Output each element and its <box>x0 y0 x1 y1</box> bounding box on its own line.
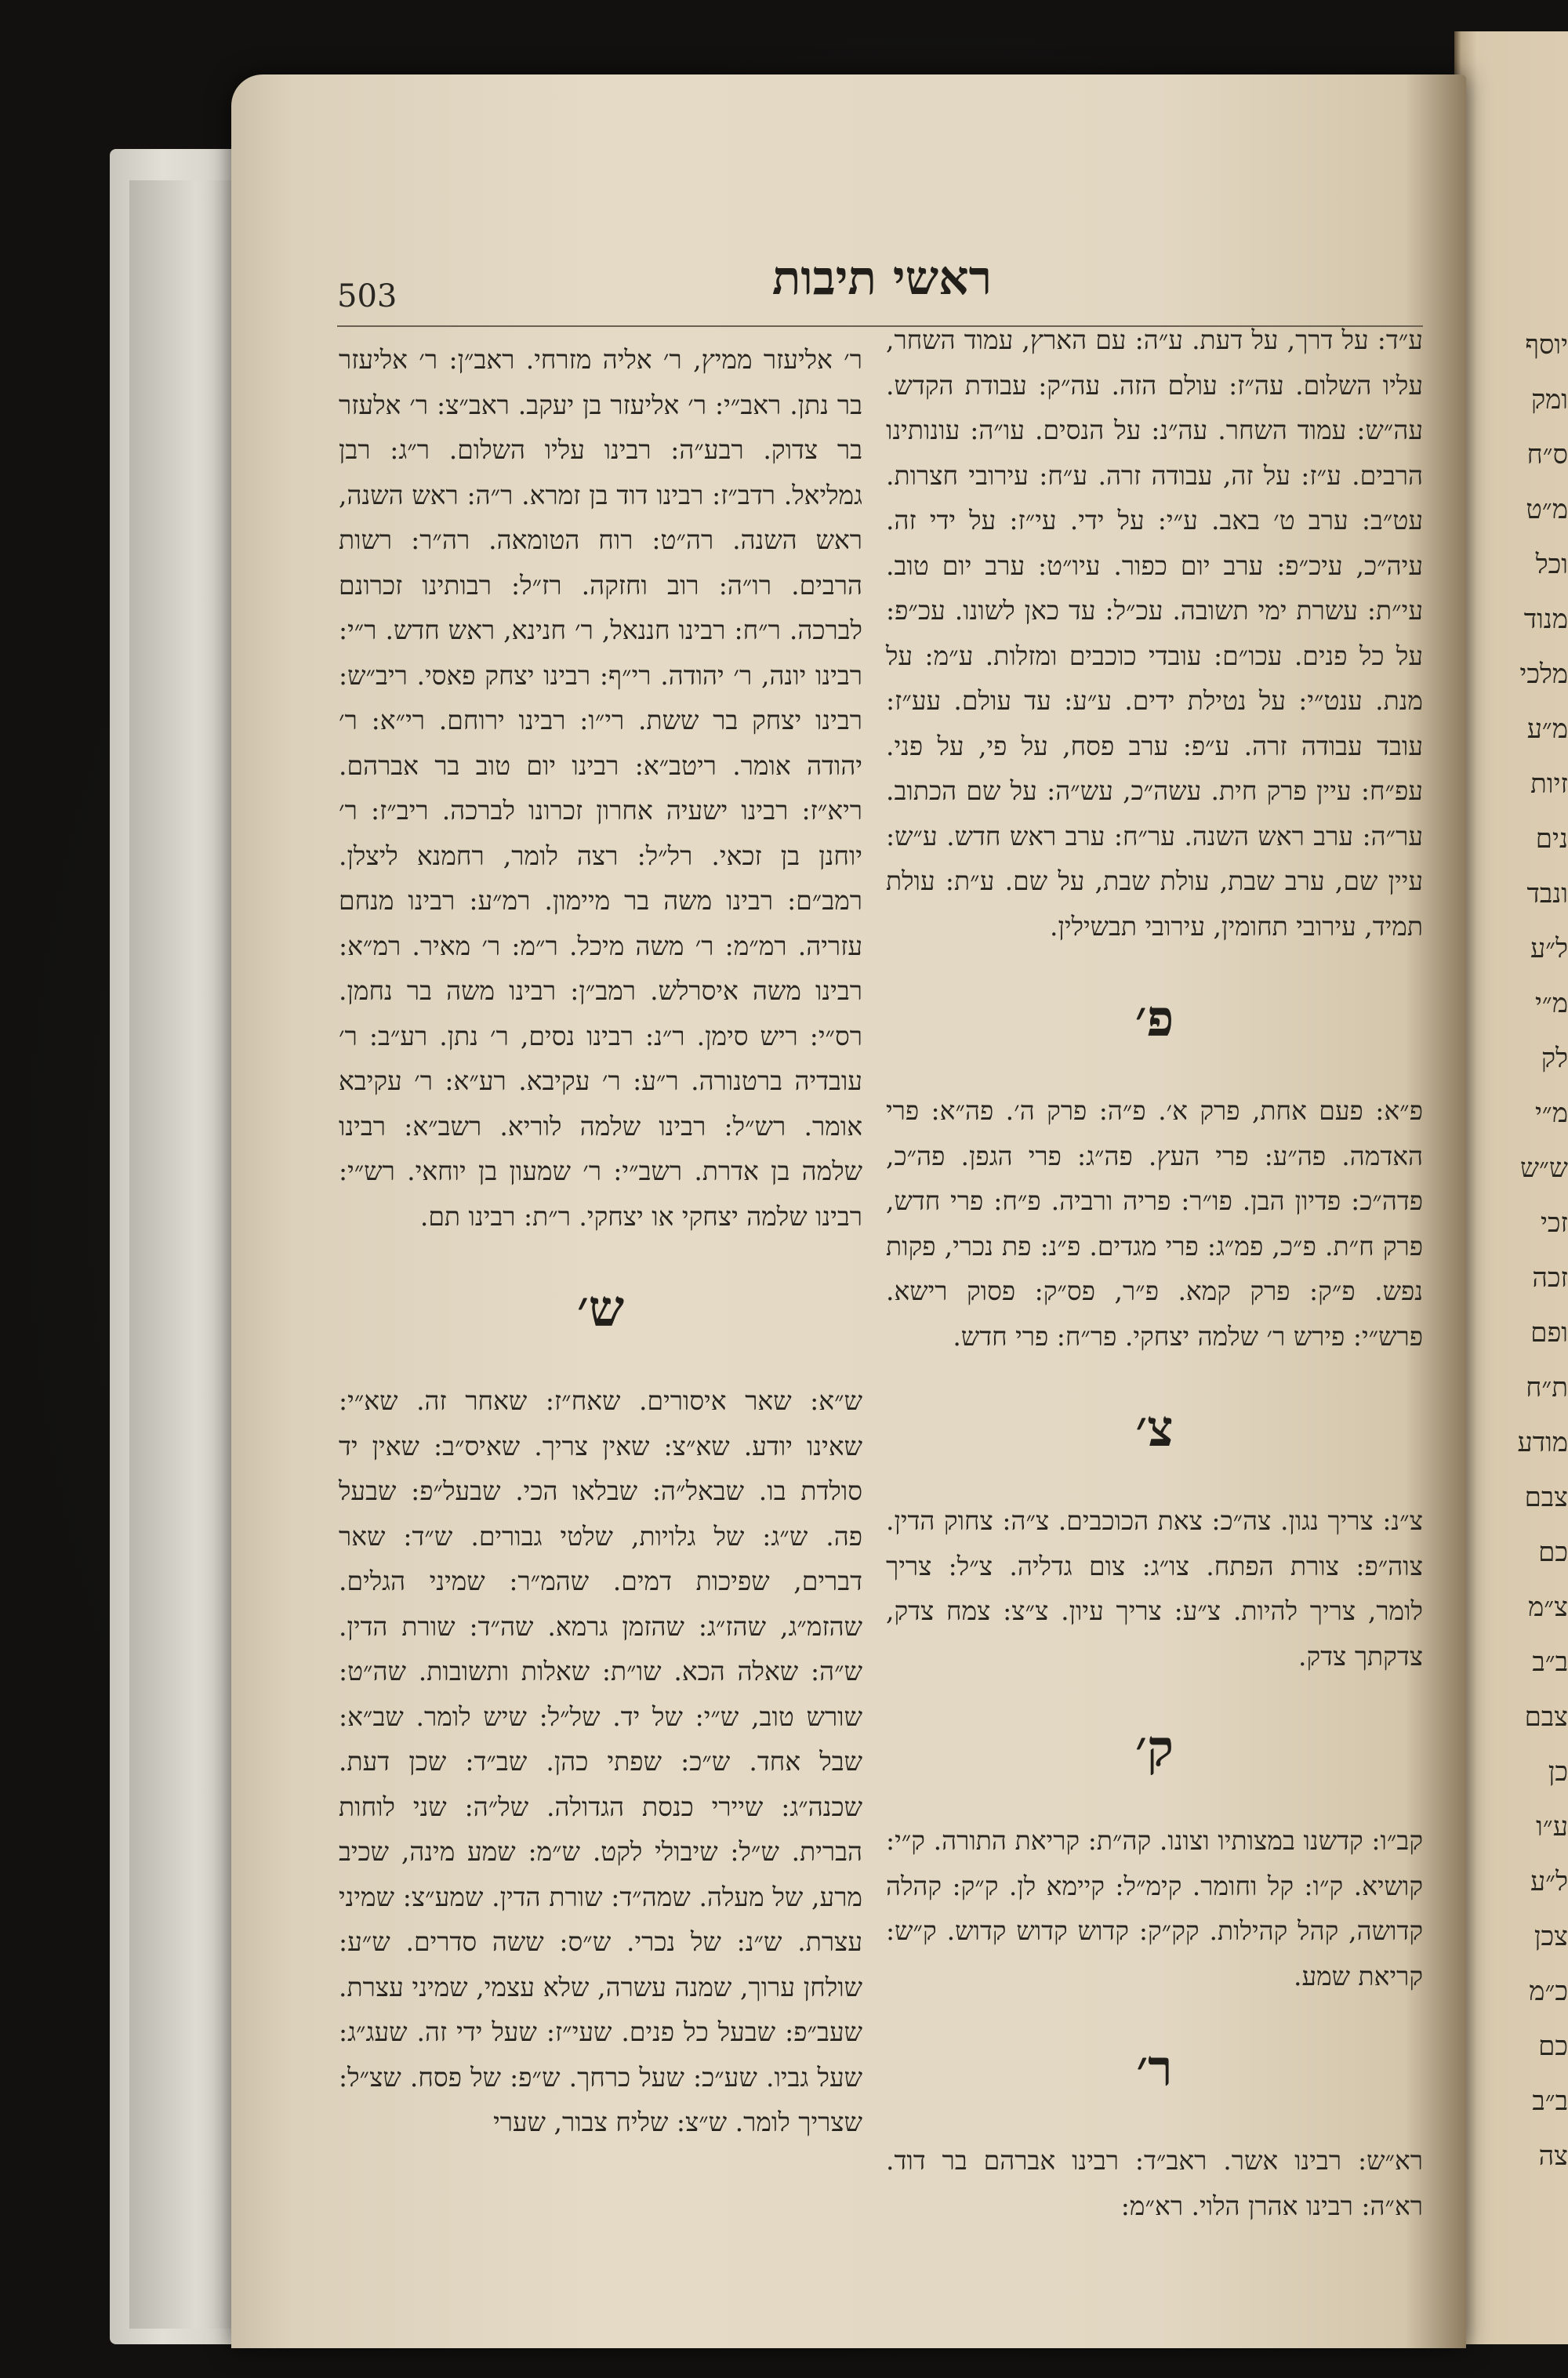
facing-page-fragment: כם <box>1538 2031 1568 2062</box>
facing-page-fragment: מ״י <box>1535 1098 1568 1129</box>
right-entries-tsadi: צ״נ: צריך נגון. צה״כ: צאת הכוכבים. צ״ה: צחוק הדין. צוה״פ: צורת הפתח. צו״ג: צום גדליה. צ״ל: צריך לומר, צריך להיות. צ״ע: צריך עיון. צ״צ: צמח צדק, צדקתך צדק. <box>886 1505 1423 1672</box>
left-entries-shin: ש״א: שאר איסורים. שאח״ז: שאחר זה. שא״י: שאינו יודע. שא״צ: שאין צריך. שאיס״ב: שאין יד סולדת בו. שבאל״ה: שבלאו הכי. שבעל״פ: שבעל פה. ש״ג: של גלויות, שלטי גבורים. ש״ד: שאר דברים, שפיכות דמים. שהמ״ר: שמיני הגלים. שהזמ״ג, שהז״ג: שהזמן גרמא. שה״ד: שורת הדין. ש״ה: שאלה הכא. שו״ת: שאלות ותשובות. שה״ט: שורש טוב, ש״י: של יד. של״ל: שיש לומר. שב״א: שבל אחד. ש״כ: שפתי כהן. שב״ד: שכן דעת. שכנה״ג: שיירי כנסת הגדולה. של״ה: שני לוחות הברית. ש״ל: שיבולי לקט. ש״מ: שמע מינה, שכיב מרע, של מעלה. שמה״ד: שורת הדין. שמע״צ: שמיני עצרת. ש״נ: של נכרי. ש״ס: ששה סדרים. ש״ע: שולחן ערוך, שמנה עשרה, שלא עצמי, שמיני עצרת. שעב״פ: שבעל כל פנים. שעי״ז: שעל ידי זה. שעג״ג: שעל גביו. שע״כ: שעל כרחך. ש״פ: של פסח. שצ״ל: שצריך לומר. ש״צ: שליח צבור, שערי <box>339 1385 862 2137</box>
facing-page-fragment: ב״ב <box>1532 1646 1568 1678</box>
facing-page-fragment: ת״ח <box>1526 1372 1568 1403</box>
page-number: 503 <box>337 278 397 314</box>
facing-page-fragment: כם <box>1538 1537 1568 1568</box>
facing-page-fragment: ונבד <box>1526 878 1568 909</box>
section-letter-tsadi: צ׳ <box>1135 1400 1174 1458</box>
facing-page-fragment: ל״ע <box>1530 933 1568 964</box>
facing-page-fragment: וכל <box>1535 549 1568 580</box>
facing-page-fragment: זיות <box>1530 768 1568 800</box>
facing-page-fragment: מנוד <box>1523 604 1568 635</box>
facing-page-fragment: כ״מ <box>1529 1976 1568 2007</box>
right-entries-pe: פ״א: פעם אחת, פרק א׳. פ״ה: פרק ה׳. פה״א: פרי האדמה. פה״ע: פרי העץ. פה״ג: פרי הגפן. פה״כ, פדה״כ: פדיון הבן. פו״ר: פריה ורביה. פ״ח: פרי חדש, פרק ח״ת. פ״כ, פמ״ג: פרי מגדים. פ״נ: פת נכרי, פקות נפש. פ״ק: פרק קמא. פ״ר, פס״ק: פסוק רישא. פרש״י: פירש ר׳ שלמה יצחקי. פר״ח: פרי חדש. <box>886 1095 1423 1352</box>
facing-page-fragment: מ״ט <box>1526 494 1568 525</box>
facing-page-fragment: ס״ח <box>1526 439 1568 470</box>
right-entries-ayin: ע״ד: על דרך, על דעת. ע״ה: עם הארץ, עמוד השחר, עליו השלום. עה״ז: עולם הזה. עה״ק: עבודת הקדש. עה״ש: עמוד השחר. עה״נ: על הנסים. עו״ה: עונותינו הרבים. ע״ז: על זה, עבודה זרה. ע״ח: עירובי חצרות. עט״ב: ערב ט׳ באב. ע״י: על ידי. עי״ז: על ידי זה. עיה״כ, עיכ״פ: ערב יום כפור. עיו״ט: ערב יום טוב. עי״ת: עשרת ימי תשובה. עכ״ל: עד כאן לשונו. עכ״פ: על כל פנים. עכו״ם: עובדי כוכבים ומזלות. ע״מ: על מנת. ענט״י: על נטילת ידים. ע״ע: עד עולם. עע״ז: עובד עבודה זרה. ע״פ: ערב פסח, על פי, על פני. עפ״ח: עיין פרק חית. עשה״כ, עש״ה: על שם הכתוב. ער״ה: ערב ראש השנה. ער״ח: ערב ראש חדש. ע״ש: עיין שם, ערב שבת, עולת שבת, על שם. ע״ת: עולת תמיד, עירובי תחומין, עירובי תבשילין. <box>886 325 1423 942</box>
facing-page-fragment: זכי <box>1540 1207 1568 1239</box>
right-column <box>886 318 1423 2228</box>
left-entries-resh: ר׳ אליעזר ממיץ, ר׳ אליה מזרחי. ראב״ן: ר׳ אליעזר בר נתן. ראב״י: ר׳ אליעזר בן יעקב. ראב״צ: ר׳ אלעזר בר צדוק. רבע״ה: רבינו עליו השלום. ר״ג: רבן גמליאל. רדב״ז: רבינו דוד בן זמרא. ר״ה: ראש השנה, ראש השנה. רה״ט: רוח הטומאה. רה״ר: רשות הרבים. רו״ה: רוב וחזקה. רז״ל: רבותינו זכרונם לברכה. ר״ח: רבינו חננאל, ר׳ חנינא, ראש חדש. ר״י: רבינו יונה, ר׳ יהודה. רי״ף: רבינו יצחק פאסי. ריב״ש: רבינו יצחק בר ששת. רי״ו: רבינו ירוחם. רי״א: ר׳ יהודה אומר. ריטב״א: רבינו יום טוב בר אברהם. ריא״ז: רבינו ישעיה אחרון זכרונו לברכה. ריב״ז: ר׳ יוחנן בן זכאי. רל״ל: רצה לומר, רחמנא ליצלן. רמב״ם: רבינו משה בר מיימון. רמ״ע: רבינו מנחם עזריה. רמ״מ: ר׳ משה מיכל. ר״מ: ר׳ מאיר. רמ״א: רבינו משה איסרלש. רמב״ן: רבינו משה בר נחמן. רס״י: ריש סימן. ר״נ: רבינו נסים, ר׳ נתן. רע״ב: ר׳ עובדיה ברטנורה. ר״ע: ר׳ עקיבא. רע״א: ר׳ עקיבא אומר. רש״ל: רבינו שלמה לוריא. רשב״א: רבינו שלמה בן אדרת. רשב״י: ר׳ שמעון בן יוחאי. רש״י: רבינו שלמה יצחקי או יצחקי. ר״ת: רבינו תם. <box>339 344 862 1232</box>
facing-page-fragment: מלכי <box>1519 659 1568 690</box>
facing-page-fragment: מ״ע <box>1526 713 1568 745</box>
facing-page-fragment: ופם <box>1530 1317 1568 1349</box>
book-cover-inner <box>129 180 239 2329</box>
facing-page-fragment: נים <box>1535 823 1568 855</box>
facing-page-fragment: מ״י <box>1535 988 1568 1019</box>
facing-page-fragment: לק <box>1541 1043 1568 1074</box>
facing-page-fragment: צה <box>1538 2140 1568 2172</box>
facing-page-fragment: צכן <box>1534 1921 1568 1952</box>
left-column <box>339 337 862 2145</box>
facing-page-fragment: צבם <box>1524 1482 1568 1513</box>
facing-page-fragment: יוסף <box>1525 329 1568 361</box>
facing-page-fragment: מודע <box>1517 1427 1568 1458</box>
facing-page-fragment: זכה <box>1532 1262 1568 1294</box>
right-entries-qof: קב״ו: קדשנו במצותיו וצונו. קה״ת: קריאת התורה. ק״י: קושיא. ק״ו: קל וחומר. קימ״ל: קיימא לן. ק״ק: קהלה קדושה, קהל קהילות. קק״ק: קדוש קדוש קדוש. ק״ש: קריאת שמע. <box>886 1825 1423 1991</box>
facing-page-fragment: ומק <box>1530 384 1568 416</box>
section-letter-shin: ש׳ <box>576 1280 625 1338</box>
facing-page-fragment: ש״ש <box>1519 1153 1568 1184</box>
section-letter-pe: פ׳ <box>1134 989 1174 1048</box>
facing-page-fragment: כן <box>1548 1756 1568 1788</box>
facing-page-fragment: צ״מ <box>1528 1592 1568 1623</box>
section-letter-qof: ק׳ <box>1134 1719 1174 1778</box>
running-head: ראשי תיבות <box>771 251 993 306</box>
facing-page-fragment: ע״ו <box>1536 1811 1568 1842</box>
right-entries-resh: רא״ש: רבינו אשר. ראב״ד: רבינו אברהם בר דוד. רא״ה: רבינו אהרן הלוי. רא״מ: <box>886 2145 1423 2221</box>
facing-page-edge <box>1454 31 1568 2344</box>
section-letter-resh: ר׳ <box>1136 2039 1173 2098</box>
facing-page-fragment: ל״ע <box>1530 1866 1568 1897</box>
facing-page-fragment: צבם <box>1524 1701 1568 1733</box>
facing-page-fragment: ב״ב <box>1532 2086 1568 2117</box>
